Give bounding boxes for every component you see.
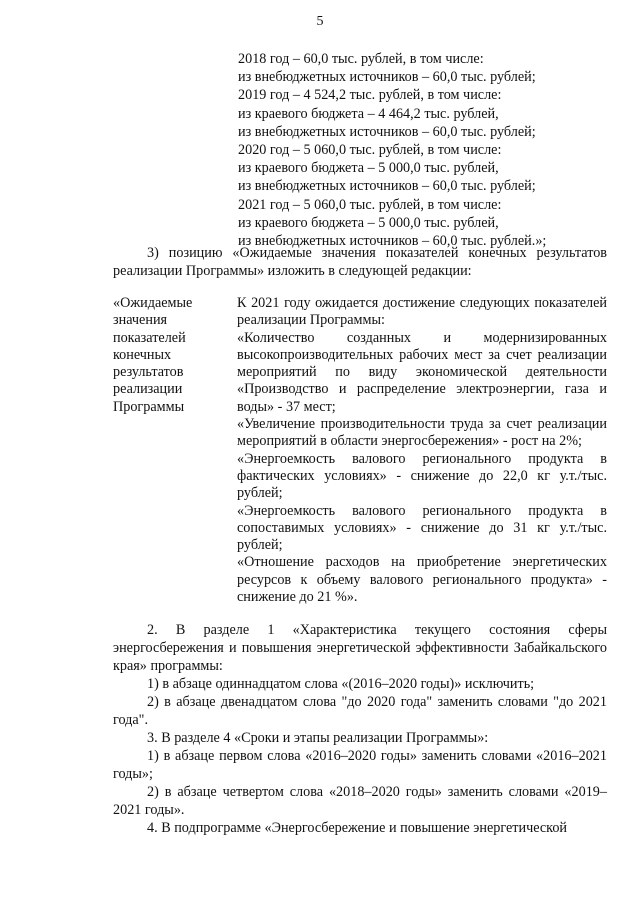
section-4-heading: 4. В подпрограмме «Энергосбережение и повышение энергетической (147, 820, 568, 836)
section-3-item-1: 1) в абзаце первом слова «2016–2020 годы» заменить словами «2016–2021 годы»; (113, 748, 607, 782)
funding-line: 2021 год – 5 060,0 тыс. рублей, в том числе: (238, 196, 502, 213)
indicator-item: «Энергоемкость валового регионального продукта в фактических условиях» - снижение до 22,0 кг у.т./тыс. рублей; (237, 450, 607, 502)
table-left-cell: «Ожидаемые значения показателей конечных результатов реализации Программы (113, 295, 193, 415)
funding-line: из внебюджетных источников – 60,0 тыс. рублей; (238, 178, 536, 195)
table-right-cell (237, 295, 607, 606)
indicator-item: «Увеличение производительности труда за счет реализации мероприятий в области энергосбережения» - рост на 2%; (237, 416, 607, 450)
funding-line: 2020 год – 5 060,0 тыс. рублей, в том числе: (238, 142, 502, 159)
funding-block (238, 50, 598, 250)
funding-line: из внебюджетных источников – 60,0 тыс. рублей; (238, 123, 536, 140)
item-3-paragraph: 3) позицию «Ожидаемые значения показателей конечных результатов реализации Программы» изложить в следующей редакции: (113, 245, 607, 279)
funding-line: из внебюджетных источников – 60,0 тыс. рублей.»; (238, 233, 547, 250)
indicator-item: «Энергоемкость валового регионального продукта в сопоставимых условиях» - снижение до 31 кг у.т./тыс. рублей; (237, 502, 607, 554)
section-3-item-2: 2) в абзаце четвертом слова «2018–2020 годы» заменить словами «2019–2021 годы». (113, 784, 607, 818)
section-2-item-1: 1) в абзаце одиннадцатом слова «(2016–2020 годы)» исключить; (147, 676, 535, 692)
funding-line: из внебюджетных источников – 60,0 тыс. рублей; (238, 69, 536, 86)
table-intro: К 2021 году ожидается достижение следующих показателей реализации Программы: (237, 295, 607, 329)
funding-line: из краевого бюджета – 5 000,0 тыс. рублей, (238, 160, 499, 177)
funding-line: из краевого бюджета – 4 464,2 тыс. рублей, (238, 105, 499, 122)
indicator-item: «Количество созданных и модернизированных высокопроизводительных рабочих мест за счет реализации мероприятий по виду экономической деятельности «Производство и распределение электроэнергии, газа и воды» - 37 мест; (237, 329, 607, 415)
funding-line: 2019 год – 4 524,2 тыс. рублей, в том числе: (238, 87, 502, 104)
page-number: 5 (316, 14, 324, 29)
funding-line: 2018 год – 60,0 тыс. рублей, в том числе: (238, 51, 484, 67)
section-2-item-2: 2) в абзаце двенадцатом слова "до 2020 года" заменить словами "до 2021 года". (113, 694, 607, 728)
section-3-heading: 3. В разделе 4 «Сроки и этапы реализации Программы»: (147, 730, 489, 746)
section-2-heading: 2. В разделе 1 «Характеристика текущего состояния сферы энергосбережения и повышения энергетической эффективности Забайкальского края» программы: (113, 622, 607, 674)
indicator-item: «Отношение расходов на приобретение энергетических ресурсов к объему валового регионального продукта» - снижение до 21 %». (237, 554, 607, 606)
funding-line: из краевого бюджета – 5 000,0 тыс. рублей, (238, 214, 499, 231)
